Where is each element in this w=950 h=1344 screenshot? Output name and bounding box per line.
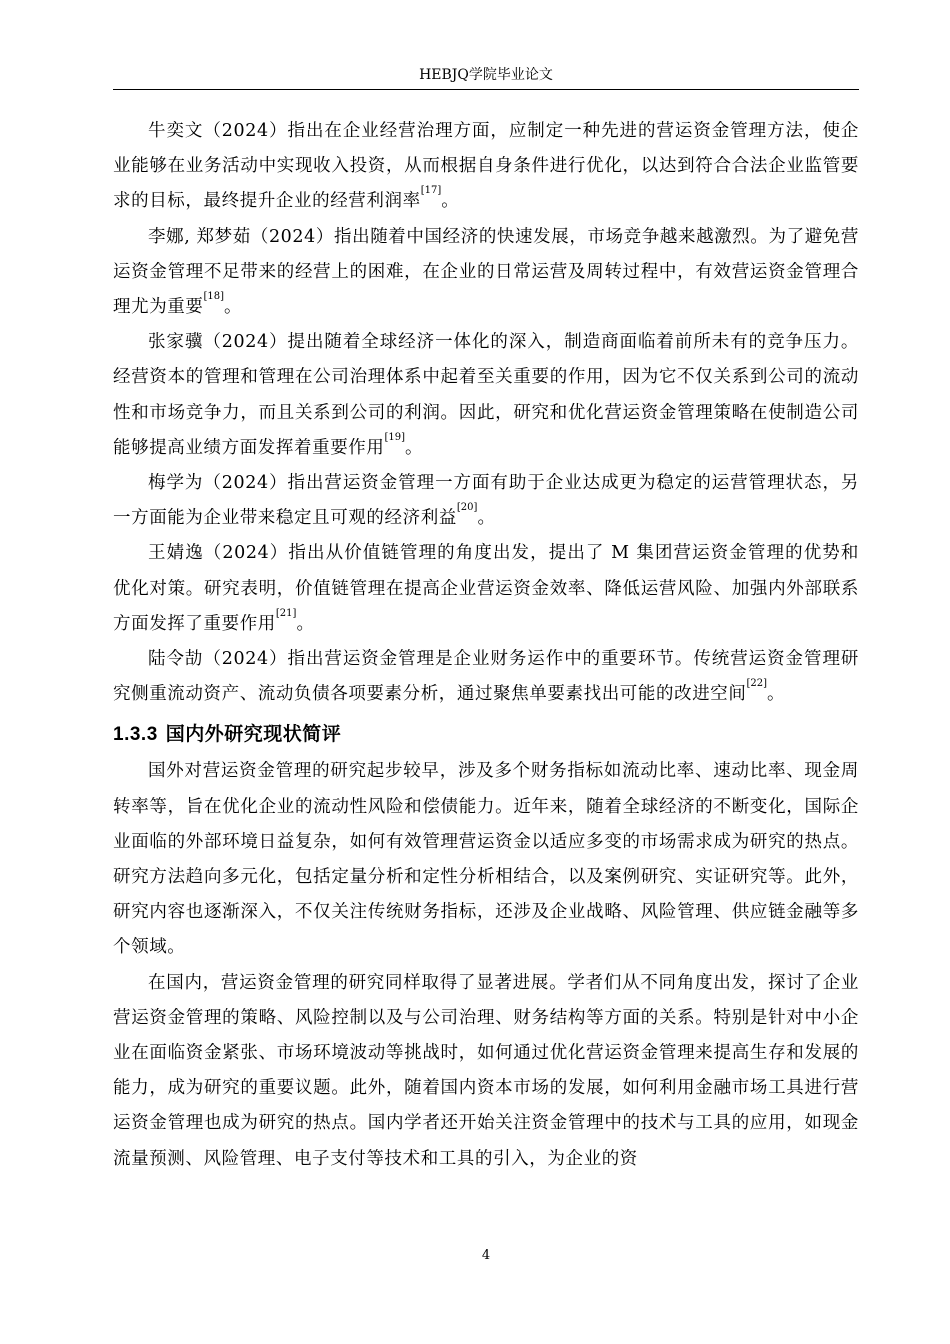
paragraph-text: 牛奕文（2024）指出在企业经营治理方面，应制定一种先进的营运资金管理方法，使企业能够在业务活动中实现收入投资，从而根据自身条件进行优化，以达到符合合法企业监管要求的目标，最终提升企业的经营利润率 [113,121,859,212]
citation-ref[interactable]: [21] [275,607,297,619]
paragraph-text: 在国内，营运资金管理的研究同样取得了显著进展。学者们从不同角度出发，探讨了企业营运资金管理的策略、风险控制以及与公司治理、财务结构等方面的关系。特别是针对中小企业在面临资金紧张、市场环境波动等挑战时，如何通过优化营运资金管理来提高生存和发展的能力，成为研究的重要议题。此外，随着国内资本市场的发展，如何利用金融市场工具进行营运资金管理也成为研究的热点。国内学者还开始关注资金管理中的技术与工具的应用，如现金流量预测、风险管理、电子支付等技术和工具的引入，为企业的资 [113,972,859,1169]
page-number: 4 [481,1248,491,1263]
paragraph-domestic-review [113,966,859,1177]
header-rule [113,89,859,90]
paragraph-text: 陆令劼（2024）指出营运资金管理是企业财务运作中的重要环节。传统营运资金管理研究侧重流动资产、流动负债各项要素分析，通过聚焦单要素找出可能的改进空间 [113,649,859,705]
paragraph-end: 。 [224,297,243,318]
citation-ref[interactable]: [18] [203,291,225,303]
paragraph-niu [113,114,859,220]
paragraph-wang [113,536,859,642]
section-number: 1.3.3 [113,724,158,746]
paragraph-end: 。 [296,613,315,634]
paragraph-lu [113,642,859,712]
paragraph-end: 。 [405,437,424,458]
citation-ref[interactable]: [17] [420,185,442,197]
paragraph-text: 李娜, 郑梦茹（2024）指出随着中国经济的快速发展，市场竞争越来越激烈。为了避免营运资金管理不足带来的经营上的困难，在企业的日常运营及周转过程中，有效营运资金管理合理尤为重要 [113,226,859,318]
paragraph-zhang [113,325,859,466]
citation-ref[interactable]: [22] [746,678,768,690]
paragraph-text: 国外对营运资金管理的研究起步较早，涉及多个财务指标如流动比率、速动比率、现金周转率等，旨在优化企业的流动性风险和偿债能力。近年来，随着全球经济的不断变化，国际企业面临的外部环境日益复杂，如何有效管理营运资金以适应多变的市场需求成为研究的热点。研究方法趋向多元化，包括定量分析和定性分析相结合，以及案例研究、实证研究等。此外，研究内容也逐渐深入，不仅关注传统财务指标，还涉及企业战略、风险管理、供应链金融等多个领域。 [113,761,859,958]
section-title: 国内外研究现状简评 [165,723,342,746]
paragraph-text: 王婧逸（2024）指出从价值链管理的角度出发，提出了 M 集团营运资金管理的优势和优化对策。研究表明，价值链管理在提高企业营运资金效率、降低运营风险、加强内外部联系方面发挥了重要作用 [113,543,859,634]
citation-ref[interactable]: [19] [384,431,406,443]
paragraph-mei [113,466,859,536]
body-text [113,114,859,1177]
section-heading [113,712,859,754]
running-header: HEBJQ学院毕业论文 [419,67,553,83]
paragraph-foreign-review [113,754,859,965]
citation-ref[interactable]: [20] [456,502,478,514]
paragraph-text: 梅学为（2024）指出营运资金管理一方面有助于企业达成更为稳定的运营管理状态，另一方面能为企业带来稳定且可观的经济利益 [113,473,859,529]
paragraph-end: 。 [767,684,786,705]
paragraph-end: 。 [441,191,460,212]
paragraph-end: 。 [477,508,496,529]
paragraph-text: 张家骥（2024）提出随着全球经济一体化的深入，制造商面临着前所未有的竞争压力。经营资本的管理和管理在公司治理体系中起着至关重要的作用，因为它不仅关系到公司的流动性和市场竞争力，而且关系到公司的利润。因此，研究和优化营运资金管理策略在使制造公司能够提高业绩方面发挥着重要作用 [113,332,859,458]
paragraph-li [113,220,859,326]
